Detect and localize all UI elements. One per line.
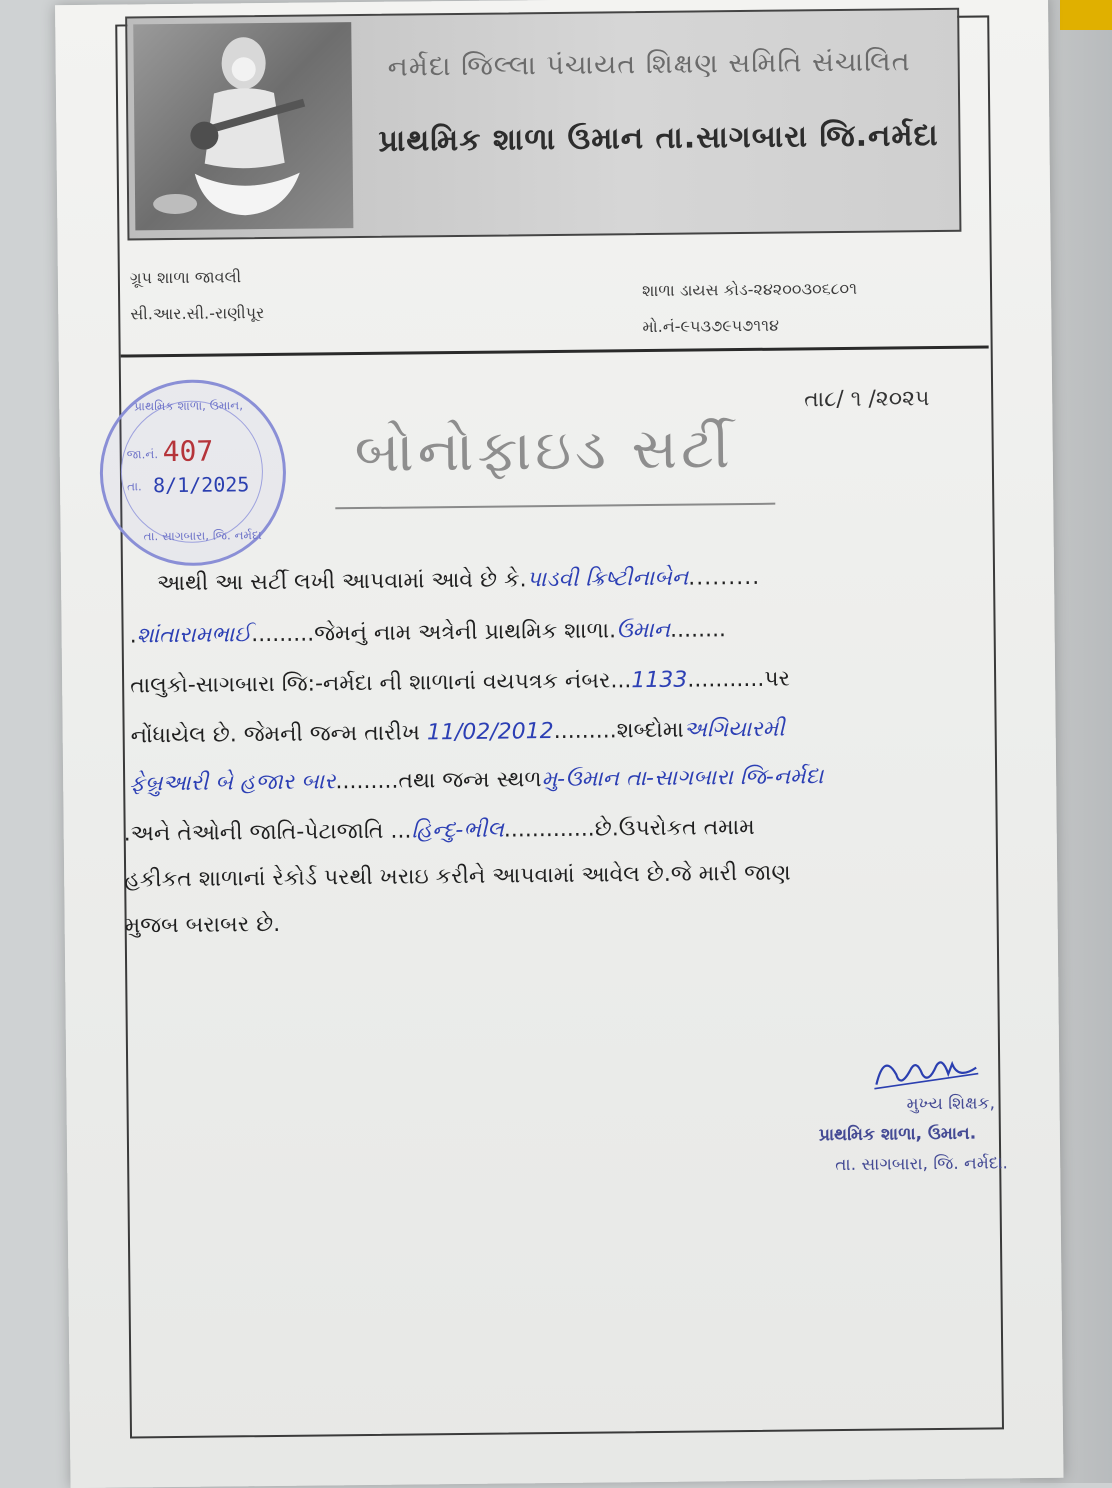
fill-dots: ......... (553, 718, 617, 745)
fill-dots: ......... (688, 564, 761, 591)
signatory-place: તા. સાગબારા, જિ. નર્મદા. (835, 1153, 1008, 1176)
crc-name: સી.આર.સી.-રાણીપૂર (130, 303, 265, 324)
body-text: શબ્દોમા (616, 717, 684, 744)
fill-dots: ... (610, 668, 632, 694)
father-name: શાંતારામભાઈ (136, 622, 252, 649)
seal-inward-number: 407 (162, 434, 214, 469)
group-school: ગ્રૂપ શાળા જાવલી (129, 267, 242, 288)
fill-dots: ......... (335, 768, 399, 795)
saraswati-figure-icon (133, 22, 353, 230)
body-text: જેમનું નામ અત્રેની પ્રાથમિક શાળા. (314, 618, 617, 647)
certificate-title: બોનોફાઇડ સર્ટી (354, 416, 734, 486)
body-text: આથી આ સર્ટી લખી આપવામાં આવે છે કે. (156, 567, 527, 597)
birth-place: મુ-ઉમાન તા-સાગબારા જિ-નર્મદા (541, 764, 824, 793)
mobile-number: મો.નં-૯૫૩૭૯૫૭૧૧૪ (642, 315, 780, 337)
school-name: પ્રાથમિક શાળા ઉમાન તા.સાગબારા જિ.નર્મદા (378, 117, 939, 159)
fill-dots: ............. (503, 816, 595, 843)
fill-dots: ......... (251, 621, 315, 648)
birth-date-words-2: ફેબ્રુઆરી બે હજાર બાર (129, 769, 336, 797)
seal-no-label: જા.નં. (126, 447, 159, 462)
header-subtitle: નર્મદા જિલ્લા પંચાયત શિક્ષણ સમિતિ સંચાલિત (387, 46, 911, 83)
letterhead (125, 8, 961, 241)
certificate-paper (55, 0, 1063, 1488)
background-object (1060, 0, 1112, 30)
body-text: .અને તેઓની જાતિ-પેટાજાતિ (123, 818, 384, 847)
saraswati-image (133, 22, 353, 230)
caste: હિન્દુ-ભીલ (411, 817, 504, 844)
fill-dots: ........... (687, 666, 765, 693)
seal-top-text: પ્રાથમિક શાળા, ઉમાન, (134, 398, 244, 414)
body-line-8: મુજબ બરાબર છે. (124, 911, 281, 939)
signatory-role: મુખ્ય શિક્ષક, (906, 1093, 996, 1115)
student-name: પાડવી ક્રિષ્ટીનાબેન (526, 565, 689, 593)
school-village: ઉમાન (615, 617, 671, 644)
birth-date-words-1: અગિયારમી (683, 716, 785, 743)
body-text: તથા જન્મ સ્થળ (398, 767, 542, 794)
fill-dots: ........ (669, 617, 727, 643)
fill-dots: . (129, 623, 137, 649)
body-line-7: હકીકત શાળાનાં રેકોર્ડ પરથી ખરાઇ કરીને આપવામાં આવેલ છે.જે મારી જાણ (124, 860, 791, 893)
certificate-date: તા૮/ ૧ /૨૦૨૫ (804, 386, 930, 413)
seal-date-label: તા. (126, 479, 142, 494)
school-seal (99, 379, 287, 567)
dise-code: શાળા ડાયસ કોડ-૨૪૨૦૦૩૦૬૮૦૧ (641, 278, 858, 301)
body-text: પર (764, 666, 791, 692)
fill-dots: ... (390, 818, 412, 844)
body-text: છે.ઉપરોકત તમામ (594, 814, 755, 842)
seal-bottom-text: તા. સાગબારા, જિ. નર્મદા (143, 528, 262, 544)
register-number: 1133 (631, 667, 688, 694)
birth-date: 11/02/2012 (426, 719, 554, 746)
signatory-school: પ્રાથમિક શાળા, ઉમાન. (818, 1123, 977, 1146)
seal-date-value: 8/1/2025 (152, 472, 250, 498)
body-text: તાલુકો-સાગબારા જિ:-નર્મદા ની શાળાનાં વયપત્રક નંબર (130, 668, 611, 699)
body-text: નોંધાયેલ છે. જેમની જન્મ તારીખ (130, 720, 421, 749)
